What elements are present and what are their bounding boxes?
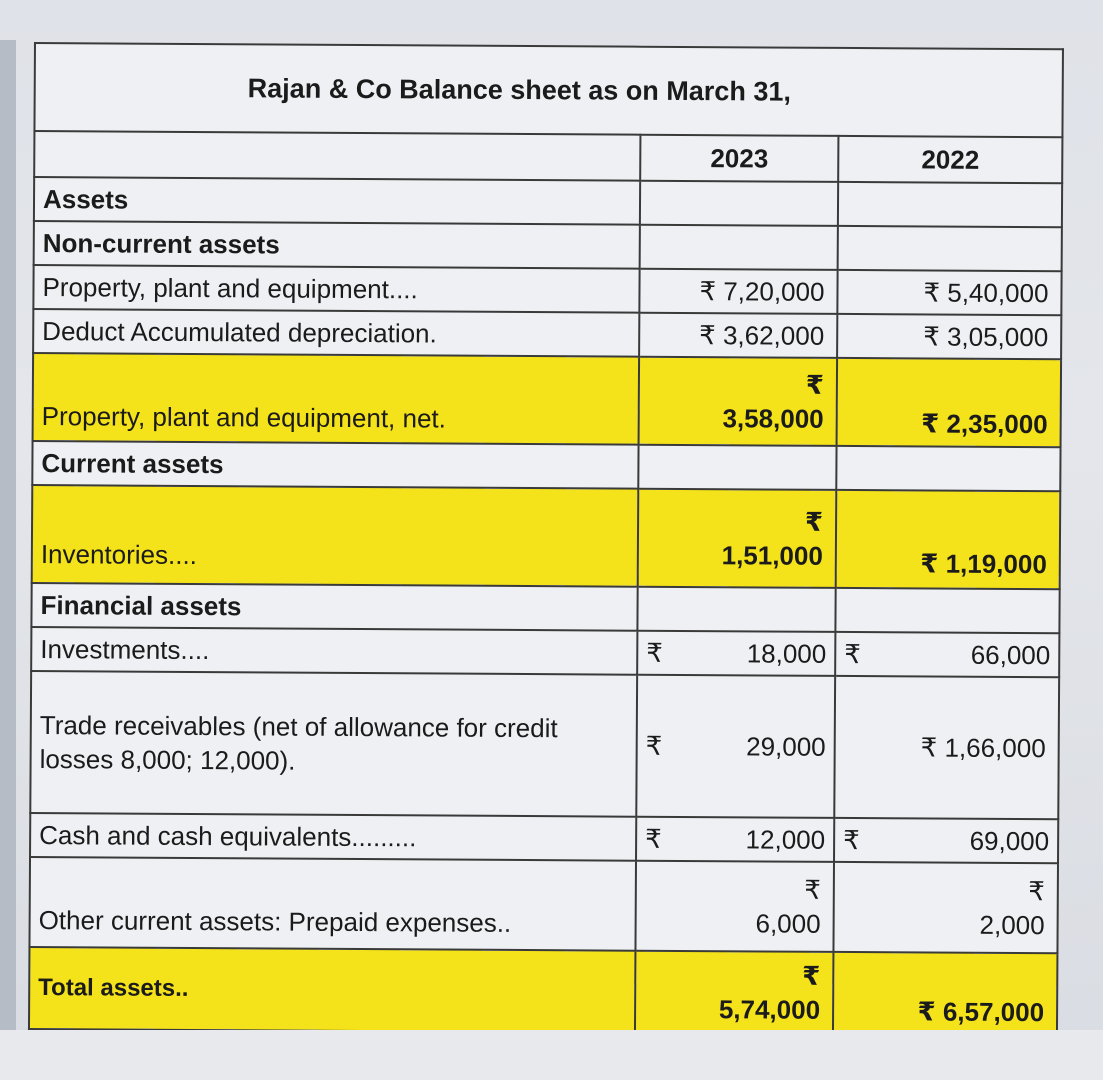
row-label: Deduct Accumulated depreciation. [33,309,639,357]
cell-value: 18,000 [746,637,827,669]
cell-2023 [638,445,836,490]
cell-2022: ₹ 1,19,000 [836,490,1061,589]
cell-2023: ₹ 7,20,000 [639,269,837,314]
cell-2022 [836,446,1060,491]
year-2022-header: 2022 [838,136,1062,183]
row-label: Other current assets: Prepaid expenses.. [29,857,636,951]
cell-2022 [835,632,1059,677]
row-label: Inventories.... [32,485,639,587]
rupee-symbol: ₹ [805,369,825,400]
cell-2022 [835,588,1059,633]
row-label: Total assets.. [29,947,635,1033]
row-label: Property, plant and equipment.... [33,265,639,313]
cell-2023: ₹ 3,62,000 [639,313,837,358]
rupee-symbol: ₹ [802,960,821,991]
rupee-symbol: ₹ [645,823,662,854]
cell-2023 [640,181,838,226]
row-label: Assets [34,177,640,225]
cell-2023 [635,951,833,1034]
balance-sheet [28,42,1062,1028]
cell-value: 66,000 [970,639,1051,670]
rupee-symbol: ₹ [1028,876,1045,907]
cell-2022 [838,226,1062,271]
balance-sheet-table [28,42,1064,1036]
rupee-symbol: ₹ [645,730,663,761]
cell-2023 [635,861,834,952]
row-label: Investments.... [31,627,637,675]
cell-2023 [639,357,838,446]
rupee-symbol: ₹ [844,638,861,669]
cell-2022 [838,182,1062,227]
row-label: Trade receivables (net of allowance for credit losses 8,000; 12,000). [30,671,637,817]
row-label: Financial assets [31,583,637,631]
cell-value: 69,000 [969,825,1050,856]
sheet-title: Rajan & Co Balance sheet as on March 31, [34,43,1063,137]
header-blank [34,131,640,181]
cell-value: 5,74,000 [718,994,821,1025]
cell-2023 [637,631,835,676]
screen-bottom [0,1030,1103,1080]
cell-2022: ₹ 6,57,000 [833,952,1058,1035]
cell-2022: ₹ 2,35,000 [837,358,1062,447]
cell-2022: ₹ 5,40,000 [837,270,1061,315]
cell-value: 2,000 [979,909,1045,941]
cell-2023 [637,587,835,632]
row-label: Current assets [32,441,638,489]
row-label: Non-current assets [34,221,640,269]
cell-2023 [636,817,834,862]
cell-2022 [833,862,1058,953]
rupee-symbol: ₹ [804,506,824,537]
cell-2023 [636,675,835,818]
rupee-symbol: ₹ [804,874,821,905]
rupee-symbol: ₹ [646,637,663,668]
row-label: Property, plant and equipment, net. [33,353,640,445]
cell-value: 12,000 [745,823,826,855]
cell-value: 3,58,000 [722,403,824,434]
row-label: Cash and cash equivalents......... [30,813,636,861]
screen-edge [0,40,16,1040]
rupee-symbol: ₹ [843,824,860,855]
cell-value: 6,000 [755,908,821,939]
cell-value: 1,51,000 [721,540,823,571]
cell-2023 [638,489,837,588]
cell-2022: ₹ 3,05,000 [837,314,1061,359]
year-2023-header: 2023 [640,135,838,182]
cell-2023 [640,225,838,270]
cell-2022: ₹ 1,66,000 [834,676,1059,819]
cell-value: 29,000 [746,730,826,762]
cell-2022 [834,818,1058,863]
